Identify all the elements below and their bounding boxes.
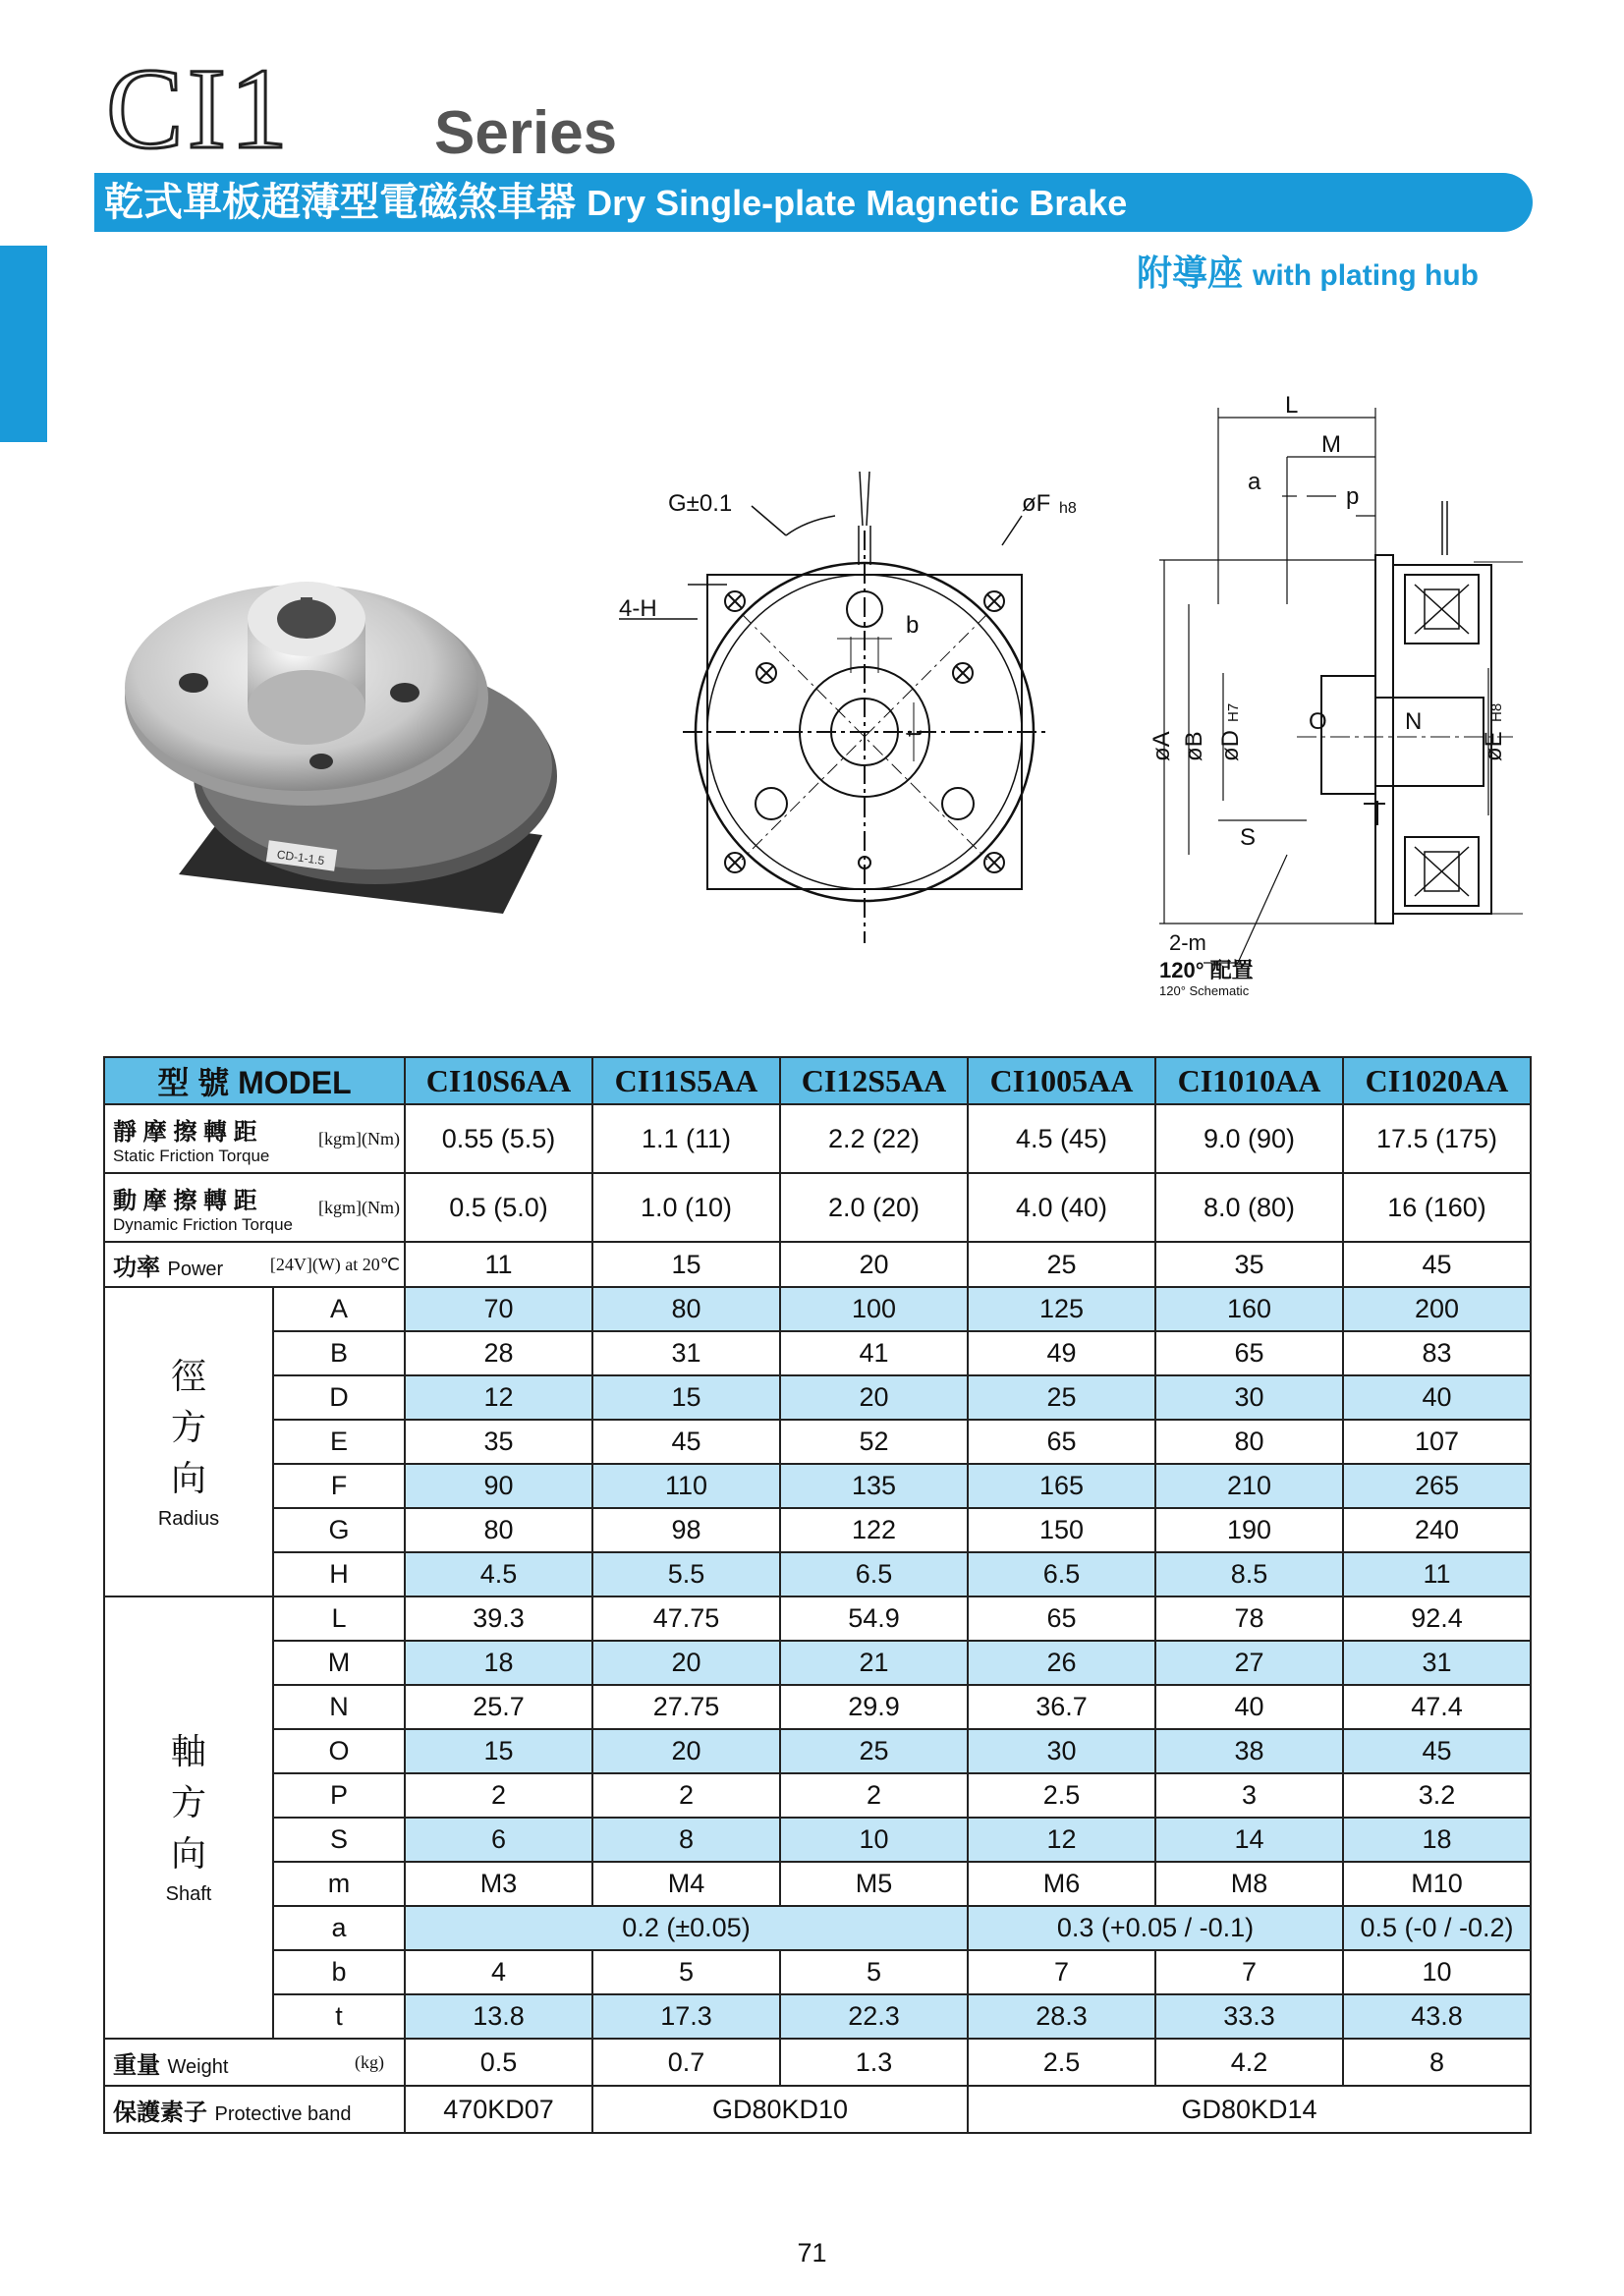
table-cell: 12 xyxy=(405,1375,592,1420)
table-cell: 80 xyxy=(1155,1420,1343,1464)
table-cell: 47.75 xyxy=(592,1596,780,1641)
table-cell: 5 xyxy=(780,1950,968,1994)
table-cell: 10 xyxy=(1343,1950,1531,1994)
table-cell: 20 xyxy=(780,1242,968,1287)
table-cell: 98 xyxy=(592,1508,780,1552)
table-cell: 25 xyxy=(780,1729,968,1773)
model-name: CI10S6AA xyxy=(405,1057,592,1104)
table-cell: 0.55 (5.5) xyxy=(405,1104,592,1173)
table-row xyxy=(104,1773,1531,1818)
table-cell: 4 xyxy=(405,1950,592,1994)
table-row xyxy=(104,1906,1531,1950)
table-cell: 41 xyxy=(780,1331,968,1375)
table-cell: 80 xyxy=(405,1508,592,1552)
series-title: CI1 xyxy=(106,44,292,173)
table-row xyxy=(104,1994,1531,2039)
subtitle xyxy=(1137,246,1479,296)
table-row xyxy=(104,1552,1531,1596)
table-row xyxy=(104,1950,1531,1994)
table-cell: 27 xyxy=(1155,1641,1343,1685)
row-key: B xyxy=(273,1331,405,1375)
table-cell: 200 xyxy=(1343,1287,1531,1331)
table-cell: 240 xyxy=(1343,1508,1531,1552)
label-E-sub: H8 xyxy=(1488,702,1505,722)
table-cell: 17.5 (175) xyxy=(1343,1104,1531,1173)
model-name: CI12S5AA xyxy=(780,1057,968,1104)
row-key: A xyxy=(273,1287,405,1331)
table-cell: 47.4 xyxy=(1343,1685,1531,1729)
table-cell: M6 xyxy=(968,1862,1155,1906)
table-cell: M8 xyxy=(1155,1862,1343,1906)
table-cell: 14 xyxy=(1155,1818,1343,1862)
label-O-drawing: O xyxy=(1309,708,1327,735)
table-cell: 5.5 xyxy=(592,1552,780,1596)
row-key: P xyxy=(273,1773,405,1818)
table-cell: M3 xyxy=(405,1862,592,1906)
table-cell: 8.5 xyxy=(1155,1552,1343,1596)
table-row xyxy=(104,1641,1531,1685)
row-key: b xyxy=(273,1950,405,1994)
weight-row xyxy=(104,2039,1531,2086)
table-cell: 39.3 xyxy=(405,1596,592,1641)
group-label: 徑 方 向 Radius xyxy=(104,1287,273,1596)
table-cell: 15 xyxy=(405,1729,592,1773)
table-cell: M10 xyxy=(1343,1862,1531,1906)
table-cell: 20 xyxy=(592,1729,780,1773)
label-L-drawing: L xyxy=(1285,392,1299,419)
table-row xyxy=(104,1287,1531,1331)
table-cell: GD80KD10 xyxy=(592,2086,968,2133)
model-name: CI1005AA xyxy=(968,1057,1155,1104)
label-h: 4-H xyxy=(619,595,657,622)
table-row xyxy=(104,1375,1531,1420)
table-cell: 11 xyxy=(1343,1552,1531,1596)
table-cell: 15 xyxy=(592,1375,780,1420)
row-key: S xyxy=(273,1818,405,1862)
table-cell: 45 xyxy=(1343,1242,1531,1287)
table-cell: 6.5 xyxy=(968,1552,1155,1596)
banner-title-en: Dry Single-plate Magnetic Brake xyxy=(587,183,1128,223)
table-cell: 65 xyxy=(1155,1331,1343,1375)
table-cell: 1.1 (11) xyxy=(592,1104,780,1173)
row-key: m xyxy=(273,1862,405,1906)
table-cell: 35 xyxy=(1155,1242,1343,1287)
table-cell: 31 xyxy=(592,1331,780,1375)
row-key: t xyxy=(273,1994,405,2039)
band-label: 保護素子 Protective band xyxy=(104,2086,405,2133)
table-cell: 25.7 xyxy=(405,1685,592,1729)
label-schematic-en: 120° Schematic xyxy=(1159,983,1250,998)
label-p-drawing: p xyxy=(1346,483,1360,510)
row-key: a xyxy=(273,1906,405,1950)
table-cell: 18 xyxy=(405,1641,592,1685)
row-key: N xyxy=(273,1685,405,1729)
label-a-drawing: a xyxy=(1248,469,1261,495)
spec-table xyxy=(103,1056,1532,2134)
row-key: G xyxy=(273,1508,405,1552)
table-cell: 8 xyxy=(592,1818,780,1862)
table-cell: 125 xyxy=(968,1287,1155,1331)
table-cell: 28 xyxy=(405,1331,592,1375)
row-key: F xyxy=(273,1464,405,1508)
table-row xyxy=(104,1862,1531,1906)
table-cell: 30 xyxy=(1155,1375,1343,1420)
table-cell: 0.5 (-0 / -0.2) xyxy=(1343,1906,1531,1950)
table-cell: 2.5 xyxy=(968,2039,1155,2086)
row-key: H xyxy=(273,1552,405,1596)
dynamic-torque-label: 動 摩 擦 轉 距 Dynamic Friction Torque [kgm](Nm) xyxy=(104,1173,405,1242)
table-cell: 45 xyxy=(1343,1729,1531,1773)
table-cell: 20 xyxy=(780,1375,968,1420)
table-cell: 265 xyxy=(1343,1464,1531,1508)
table-cell: 33.3 xyxy=(1155,1994,1343,2039)
table-cell: 107 xyxy=(1343,1420,1531,1464)
table-cell: 27.75 xyxy=(592,1685,780,1729)
label-m-drawing: 2-m xyxy=(1169,930,1206,955)
table-cell: 9.0 (90) xyxy=(1155,1104,1343,1173)
table-row xyxy=(104,1596,1531,1641)
power-label: 功率 Power [24V](W) at 20℃ xyxy=(104,1242,405,1287)
band-row xyxy=(104,2086,1531,2133)
table-cell: 49 xyxy=(968,1331,1155,1375)
table-cell: 2.5 xyxy=(968,1773,1155,1818)
table-cell: 36.7 xyxy=(968,1685,1155,1729)
table-cell: 2.2 (22) xyxy=(780,1104,968,1173)
table-cell: 6 xyxy=(405,1818,592,1862)
table-cell: 13.8 xyxy=(405,1994,592,2039)
table-cell: 2.0 (20) xyxy=(780,1173,968,1242)
series-word: Series xyxy=(434,99,618,167)
table-cell: 90 xyxy=(405,1464,592,1508)
table-cell: 45 xyxy=(592,1420,780,1464)
weight-label: 重量 Weight (kg) xyxy=(104,2039,405,2086)
table-cell: 210 xyxy=(1155,1464,1343,1508)
row-key: O xyxy=(273,1729,405,1773)
table-cell: 165 xyxy=(968,1464,1155,1508)
row-key: M xyxy=(273,1641,405,1685)
hub xyxy=(248,670,365,745)
table-cell: 18 xyxy=(1343,1818,1531,1862)
table-cell: 1.3 xyxy=(780,2039,968,2086)
model-name: CI1020AA xyxy=(1343,1057,1531,1104)
technical-drawing xyxy=(609,324,1611,1012)
power-row xyxy=(104,1242,1531,1287)
banner-title-cn: 乾式單板超薄型電磁煞車器 xyxy=(104,181,576,224)
table-cell: 16 (160) xyxy=(1343,1173,1531,1242)
table-cell: M4 xyxy=(592,1862,780,1906)
table-cell: 2 xyxy=(405,1773,592,1818)
table-cell: 12 xyxy=(968,1818,1155,1862)
table-cell: 1.0 (10) xyxy=(592,1173,780,1242)
dimension-lines xyxy=(1159,408,1488,963)
table-cell: 52 xyxy=(780,1420,968,1464)
table-cell: 40 xyxy=(1343,1375,1531,1420)
table-cell: 25 xyxy=(968,1375,1155,1420)
label-f-sub: h8 xyxy=(1059,500,1077,517)
table-cell: 30 xyxy=(968,1729,1155,1773)
label-b-drawing: b xyxy=(906,612,920,639)
table-row xyxy=(104,1685,1531,1729)
model-name: CI1010AA xyxy=(1155,1057,1343,1104)
table-row xyxy=(104,1818,1531,1862)
table-cell: 100 xyxy=(780,1287,968,1331)
table-cell: 83 xyxy=(1343,1331,1531,1375)
label-E-drawing: øE xyxy=(1481,731,1507,761)
table-cell: 0.7 xyxy=(592,2039,780,2086)
table-cell: 0.3 (+0.05 / -0.1) xyxy=(968,1906,1343,1950)
table-row xyxy=(104,1464,1531,1508)
label-M-drawing: M xyxy=(1321,431,1341,458)
dynamic-torque-row xyxy=(104,1173,1531,1242)
table-cell: 150 xyxy=(968,1508,1155,1552)
table-cell: 17.3 xyxy=(592,1994,780,2039)
label-t-drawing: t xyxy=(901,730,927,737)
label-g: G±0.1 xyxy=(668,490,733,517)
table-cell: 26 xyxy=(968,1641,1155,1685)
label-D-drawing: øD xyxy=(1217,730,1244,761)
front-view xyxy=(683,324,1046,943)
table-cell: 65 xyxy=(968,1596,1155,1641)
table-row xyxy=(104,1729,1531,1773)
section-tab xyxy=(0,246,47,442)
product-photo xyxy=(110,550,562,924)
table-cell: 21 xyxy=(780,1641,968,1685)
table-cell: 0.2 (±0.05) xyxy=(405,1906,968,1950)
table-cell: 3.2 xyxy=(1343,1773,1531,1818)
table-cell: 4.5 (45) xyxy=(968,1104,1155,1173)
table-cell: 6.5 xyxy=(780,1552,968,1596)
table-cell: 160 xyxy=(1155,1287,1343,1331)
table-cell: 5 xyxy=(592,1950,780,1994)
table-cell: 22.3 xyxy=(780,1994,968,2039)
table-cell: 2 xyxy=(780,1773,968,1818)
table-cell: 4.5 xyxy=(405,1552,592,1596)
table-cell: 122 xyxy=(780,1508,968,1552)
table-cell: 4.0 (40) xyxy=(968,1173,1155,1242)
table-cell: M5 xyxy=(780,1862,968,1906)
table-cell: 470KD07 xyxy=(405,2086,592,2133)
table-cell: 110 xyxy=(592,1464,780,1508)
table-row xyxy=(104,1508,1531,1552)
table-cell: 43.8 xyxy=(1343,1994,1531,2039)
title-banner xyxy=(94,173,1533,232)
table-cell: 190 xyxy=(1155,1508,1343,1552)
label-schematic-cn: 120° 配置 xyxy=(1159,958,1254,982)
label-D-sub: H7 xyxy=(1225,702,1242,722)
subtitle-cn: 附導座 xyxy=(1137,252,1244,293)
subtitle-en: with plating hub xyxy=(1253,259,1479,292)
table-cell: 54.9 xyxy=(780,1596,968,1641)
model-header-row xyxy=(104,1057,1531,1104)
table-cell: 15 xyxy=(592,1242,780,1287)
row-key: L xyxy=(273,1596,405,1641)
table-cell: 28.3 xyxy=(968,1994,1155,2039)
table-cell: 7 xyxy=(968,1950,1155,1994)
radius-group xyxy=(104,1287,1531,1596)
shaft-group xyxy=(104,1596,1531,2039)
table-cell: 80 xyxy=(592,1287,780,1331)
table-cell: 4.2 xyxy=(1155,2039,1343,2086)
group-label: 軸 方 向 Shaft xyxy=(104,1596,273,2039)
table-cell: 78 xyxy=(1155,1596,1343,1641)
label-B-drawing: øB xyxy=(1181,731,1207,761)
label-f: øF xyxy=(1022,490,1051,517)
table-cell: 2 xyxy=(592,1773,780,1818)
table-cell: 0.5 xyxy=(405,2039,592,2086)
page-number: 71 xyxy=(797,2238,827,2268)
table-cell: 92.4 xyxy=(1343,1596,1531,1641)
table-cell: 29.9 xyxy=(780,1685,968,1729)
table-cell: GD80KD14 xyxy=(968,2086,1531,2133)
table-cell: 7 xyxy=(1155,1950,1343,1994)
table-cell: 10 xyxy=(780,1818,968,1862)
row-key: E xyxy=(273,1420,405,1464)
table-cell: 35 xyxy=(405,1420,592,1464)
model-label: 型 號 MODEL xyxy=(104,1057,405,1104)
row-key: D xyxy=(273,1375,405,1420)
table-cell: 25 xyxy=(968,1242,1155,1287)
label-N-drawing: N xyxy=(1405,708,1423,735)
table-cell: 135 xyxy=(780,1464,968,1508)
table-cell: 8.0 (80) xyxy=(1155,1173,1343,1242)
table-cell: 40 xyxy=(1155,1685,1343,1729)
table-cell: 11 xyxy=(405,1242,592,1287)
table-cell: 0.5 (5.0) xyxy=(405,1173,592,1242)
table-row xyxy=(104,1420,1531,1464)
table-cell: 3 xyxy=(1155,1773,1343,1818)
static-torque-row xyxy=(104,1104,1531,1173)
model-name: CI11S5AA xyxy=(592,1057,780,1104)
table-cell: 20 xyxy=(592,1641,780,1685)
label-A-drawing: øA xyxy=(1148,731,1175,761)
table-cell: 31 xyxy=(1343,1641,1531,1685)
table-cell: 8 xyxy=(1343,2039,1531,2086)
table-cell: 65 xyxy=(968,1420,1155,1464)
table-cell: 38 xyxy=(1155,1729,1343,1773)
static-torque-label: 靜 摩 擦 轉 距 Static Friction Torque [kgm](Nm) xyxy=(104,1104,405,1173)
table-row xyxy=(104,1331,1531,1375)
label-S-drawing: S xyxy=(1240,824,1257,851)
photo-nameplate: CD-1-1.5 xyxy=(275,847,326,868)
table-cell: 70 xyxy=(405,1287,592,1331)
